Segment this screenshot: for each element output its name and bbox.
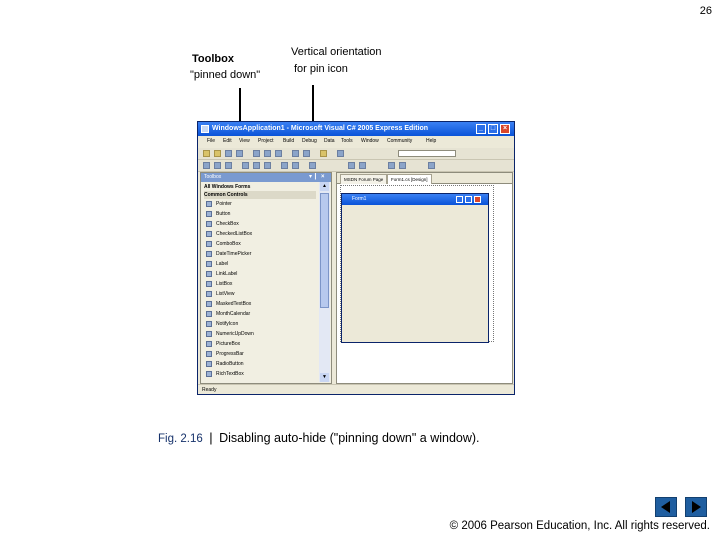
- scroll-down-icon[interactable]: ▼: [320, 373, 329, 382]
- copyright: © 2006 Pearson Education, Inc. All rights reserved.: [449, 520, 710, 532]
- start-debug-icon[interactable]: [320, 150, 327, 157]
- next-slide-icon: [686, 498, 706, 516]
- menu-help[interactable]: Help: [426, 138, 437, 144]
- monthcalendar-icon: [206, 311, 212, 317]
- figure-number: Fig. 2.16: [158, 433, 203, 445]
- window-title: WindowsApplication1 - Microsoft Visual C# 2005 Express Edition: [212, 125, 429, 132]
- toolbox-item[interactable]: RichTextBox: [204, 369, 316, 379]
- maskedtextbox-icon: [206, 301, 212, 307]
- toolbox-item[interactable]: NumericUpDown: [204, 329, 316, 339]
- menu-community[interactable]: Community: [387, 138, 413, 144]
- toolbox-item[interactable]: Label: [204, 259, 316, 269]
- menu-debug[interactable]: Debug: [302, 138, 317, 144]
- toolbox-item[interactable]: ListView: [204, 289, 316, 299]
- maximize-button[interactable]: □: [488, 124, 498, 134]
- form-close-icon: [474, 196, 481, 203]
- toolbox-item[interactable]: ListBox: [204, 279, 316, 289]
- toolbox-item[interactable]: NotifyIcon: [204, 319, 316, 329]
- listview-icon: [206, 291, 212, 297]
- app-icon: [201, 125, 209, 133]
- document-area: [336, 172, 513, 384]
- ide-screenshot: [197, 121, 515, 395]
- status-bar: [198, 384, 514, 395]
- toolbox-item[interactable]: RadioButton: [204, 359, 316, 369]
- spacing-icon[interactable]: [309, 162, 316, 169]
- bring-front-icon[interactable]: [388, 162, 395, 169]
- notifyicon-icon: [206, 321, 212, 327]
- align-center-icon[interactable]: [214, 162, 221, 169]
- open-icon[interactable]: [214, 150, 221, 157]
- document-tabs: [337, 173, 512, 184]
- toolbox-section-all[interactable]: All Windows Forms: [204, 184, 251, 190]
- label-icon: [206, 261, 212, 267]
- caption-text: Disabling auto-hide ("pinning down" a window).: [219, 431, 480, 445]
- window-title-bar: [198, 122, 514, 136]
- menu-edit[interactable]: Edit: [223, 138, 232, 144]
- form1-title-bar: [342, 194, 488, 205]
- toolbox-item[interactable]: ComboBox: [204, 239, 316, 249]
- tab-order-icon[interactable]: [428, 162, 435, 169]
- menu-view[interactable]: View: [239, 138, 250, 144]
- align-middle-icon[interactable]: [253, 162, 260, 169]
- toolbox-item[interactable]: ProgressBar: [204, 349, 316, 359]
- tab-form-design[interactable]: Form1.cs [Design]: [387, 174, 432, 184]
- toolbox-item[interactable]: PictureBox: [204, 339, 316, 349]
- center-horizontally-icon[interactable]: [348, 162, 355, 169]
- listbox-icon: [206, 281, 212, 287]
- align-bottom-icon[interactable]: [264, 162, 271, 169]
- scroll-up-icon[interactable]: ▲: [320, 182, 329, 191]
- checkbox-icon: [206, 221, 212, 227]
- menu-build[interactable]: Build: [283, 138, 295, 144]
- form1-designer[interactable]: [341, 193, 489, 343]
- toolbox-item[interactable]: LinkLabel: [204, 269, 316, 279]
- cut-icon[interactable]: [253, 150, 260, 157]
- toolbox-item[interactable]: CheckedListBox: [204, 229, 316, 239]
- progressbar-icon: [206, 351, 212, 357]
- scroll-thumb[interactable]: [320, 193, 329, 308]
- menu-file[interactable]: File: [207, 138, 216, 144]
- align-right-icon[interactable]: [225, 162, 232, 169]
- save-all-icon[interactable]: [236, 150, 243, 157]
- paste-icon[interactable]: [275, 150, 282, 157]
- copy-icon[interactable]: [264, 150, 271, 157]
- minimize-button[interactable]: _: [476, 124, 486, 134]
- align-left-icon[interactable]: [203, 162, 210, 169]
- callout-toolbox-title: Toolbox: [192, 53, 234, 65]
- center-vertically-icon[interactable]: [359, 162, 366, 169]
- numericupdown-icon: [206, 331, 212, 337]
- combobox-icon: [206, 241, 212, 247]
- toolbox-header: [201, 173, 331, 182]
- next-slide-button[interactable]: [685, 497, 707, 517]
- form-minimize-icon: [456, 196, 463, 203]
- caption-separator: |: [209, 430, 213, 445]
- send-back-icon[interactable]: [399, 162, 406, 169]
- standard-toolbar: [198, 148, 514, 160]
- checkedlistbox-icon: [206, 231, 212, 237]
- undo-icon[interactable]: [292, 150, 299, 157]
- form1-title: Form1: [352, 196, 367, 202]
- find-icon[interactable]: [337, 150, 344, 157]
- align-top-icon[interactable]: [242, 162, 249, 169]
- close-button[interactable]: ×: [500, 124, 510, 134]
- toolbox-item[interactable]: MaskedTextBox: [204, 299, 316, 309]
- prev-slide-button[interactable]: [655, 497, 677, 517]
- linklabel-icon: [206, 271, 212, 277]
- richtextbox-icon: [206, 371, 212, 377]
- form-maximize-icon: [465, 196, 472, 203]
- figure-caption: [158, 430, 480, 445]
- same-width-icon[interactable]: [281, 162, 288, 169]
- menu-project[interactable]: Project: [258, 138, 274, 144]
- status-text: Ready: [202, 387, 217, 393]
- layout-toolbar: [198, 160, 514, 172]
- save-icon[interactable]: [225, 150, 232, 157]
- radiobutton-icon: [206, 361, 212, 367]
- toolbox-header-label: Toolbox: [204, 174, 222, 180]
- toolbox-item[interactable]: Pointer: [204, 199, 316, 209]
- find-combo[interactable]: [398, 150, 456, 157]
- menu-bar: [198, 136, 514, 147]
- toolbox-section-common[interactable]: Common Controls: [204, 191, 316, 199]
- new-project-icon[interactable]: [203, 150, 210, 157]
- menu-data[interactable]: Data: [324, 138, 335, 144]
- callout-toolbox-subtitle: "pinned down": [190, 69, 261, 81]
- picturebox-icon: [206, 341, 212, 347]
- prev-slide-icon: [656, 498, 676, 516]
- toolbox-item[interactable]: Button: [204, 209, 316, 219]
- menu-window[interactable]: Window: [361, 138, 379, 144]
- toolbox-item[interactable]: DateTimePicker: [204, 249, 316, 259]
- close-icon[interactable]: ×: [321, 174, 325, 180]
- toolbox-item[interactable]: MonthCalendar: [204, 309, 316, 319]
- redo-icon[interactable]: [303, 150, 310, 157]
- callout-pin-title: Vertical orientation: [291, 46, 382, 58]
- page-number: 26: [699, 5, 712, 17]
- menu-tools[interactable]: Tools: [341, 138, 353, 144]
- datetimepicker-icon: [206, 251, 212, 257]
- same-height-icon[interactable]: [292, 162, 299, 169]
- toolbox-item[interactable]: CheckBox: [204, 219, 316, 229]
- toolbox-panel: [200, 172, 332, 384]
- callout-pin-subtitle: for pin icon: [294, 63, 348, 75]
- toolbox-scrollbar[interactable]: [319, 182, 330, 382]
- button-icon: [206, 211, 212, 217]
- pointer-icon: [206, 201, 212, 207]
- tab-msdn-forum[interactable]: MSDN Forum Page: [340, 174, 387, 184]
- pin-icon[interactable]: ▾ ┃: [309, 174, 318, 180]
